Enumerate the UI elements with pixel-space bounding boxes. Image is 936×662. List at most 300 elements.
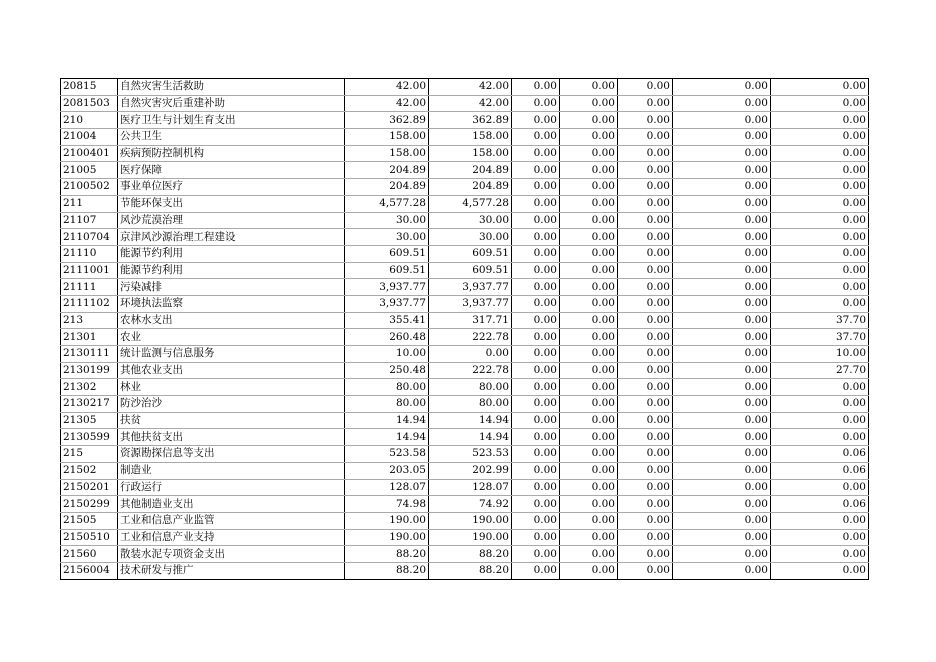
table-row: [61, 379, 869, 396]
cell-amount[interactable]: 0.00: [673, 162, 771, 179]
cell-amount[interactable]: 0.00: [618, 512, 673, 529]
cell-amount[interactable]: 0.00: [512, 262, 560, 279]
cell-amount[interactable]: 0.00: [771, 429, 869, 446]
cell-amount[interactable]: 0.00: [673, 446, 771, 463]
cell-amount[interactable]: 0.00: [618, 429, 673, 446]
cell-amount[interactable]: 88.20: [429, 546, 512, 563]
cell-amount[interactable]: 0.00: [771, 546, 869, 563]
cell-amount[interactable]: 88.20: [345, 562, 429, 579]
cell-code[interactable]: 21302: [61, 379, 118, 396]
cell-amount[interactable]: 0.00: [560, 462, 618, 479]
cell-amount[interactable]: 0.00: [560, 512, 618, 529]
cell-amount[interactable]: 190.00: [429, 529, 512, 546]
cell-amount[interactable]: 0.00: [673, 479, 771, 496]
cell-amount[interactable]: 0.00: [618, 329, 673, 346]
table-row: [61, 346, 869, 363]
table-row: [61, 496, 869, 513]
cell-amount[interactable]: 0.00: [673, 79, 771, 96]
cell-amount[interactable]: 0.00: [512, 245, 560, 262]
cell-amount[interactable]: 37.70: [771, 329, 869, 346]
cell-amount[interactable]: 523.53: [429, 446, 512, 463]
cell-amount[interactable]: 0.00: [512, 145, 560, 162]
cell-name[interactable]: 制造业: [118, 462, 345, 479]
cell-amount[interactable]: 10.00: [345, 346, 429, 363]
cell-amount[interactable]: 0.00: [673, 295, 771, 312]
cell-amount[interactable]: 0.00: [512, 229, 560, 246]
cell-name[interactable]: 医疗保障: [118, 162, 345, 179]
cell-amount[interactable]: 3,937.77: [429, 295, 512, 312]
cell-amount[interactable]: 0.06: [771, 462, 869, 479]
cell-code[interactable]: 2130599: [61, 429, 118, 446]
cell-amount[interactable]: 0.00: [618, 295, 673, 312]
table-row: [61, 145, 869, 162]
cell-amount[interactable]: 0.00: [618, 145, 673, 162]
table-row: [61, 279, 869, 296]
cell-code[interactable]: 2111102: [61, 295, 118, 312]
cell-amount[interactable]: 0.00: [560, 295, 618, 312]
cell-name[interactable]: 农林水支出: [118, 312, 345, 329]
cell-amount[interactable]: 0.00: [560, 145, 618, 162]
cell-amount[interactable]: 3,937.77: [429, 279, 512, 296]
cell-name[interactable]: 自然灾害灾后重建补助: [118, 95, 345, 112]
cell-amount[interactable]: 0.00: [512, 112, 560, 129]
cell-code[interactable]: 2100502: [61, 179, 118, 196]
cell-amount[interactable]: 0.00: [512, 212, 560, 229]
cell-amount[interactable]: 0.00: [673, 496, 771, 513]
cell-amount[interactable]: 0.00: [618, 396, 673, 413]
cell-amount[interactable]: 0.00: [512, 346, 560, 363]
cell-amount[interactable]: 0.00: [512, 162, 560, 179]
cell-amount[interactable]: 0.00: [512, 446, 560, 463]
cell-amount[interactable]: 0.00: [560, 412, 618, 429]
cell-amount[interactable]: 0.00: [512, 329, 560, 346]
cell-amount[interactable]: 204.89: [345, 179, 429, 196]
cell-amount[interactable]: 0.00: [771, 279, 869, 296]
cell-code[interactable]: 21004: [61, 129, 118, 146]
cell-amount[interactable]: 0.00: [771, 95, 869, 112]
cell-code[interactable]: 21107: [61, 212, 118, 229]
cell-amount[interactable]: 0.00: [673, 95, 771, 112]
cell-amount[interactable]: 0.00: [512, 496, 560, 513]
cell-amount[interactable]: 80.00: [429, 379, 512, 396]
cell-code[interactable]: 2130111: [61, 346, 118, 363]
cell-code[interactable]: 20815: [61, 79, 118, 96]
cell-name[interactable]: 技术研发与推广: [118, 562, 345, 579]
cell-amount[interactable]: 0.00: [618, 212, 673, 229]
cell-code[interactable]: 2110704: [61, 229, 118, 246]
cell-amount[interactable]: 0.00: [512, 462, 560, 479]
table-row: [61, 462, 869, 479]
cell-amount[interactable]: 80.00: [345, 396, 429, 413]
cell-amount[interactable]: 0.00: [512, 396, 560, 413]
cell-amount[interactable]: 42.00: [429, 79, 512, 96]
cell-name[interactable]: 防沙治沙: [118, 396, 345, 413]
table-row: [61, 179, 869, 196]
cell-amount[interactable]: 0.00: [618, 446, 673, 463]
cell-amount[interactable]: 0.00: [618, 262, 673, 279]
cell-amount[interactable]: 0.00: [673, 512, 771, 529]
cell-amount[interactable]: 10.00: [771, 346, 869, 363]
cell-amount[interactable]: 0.00: [560, 129, 618, 146]
cell-amount[interactable]: 0.00: [618, 379, 673, 396]
table-row: [61, 79, 869, 96]
cell-amount[interactable]: 42.00: [345, 79, 429, 96]
cell-amount[interactable]: 158.00: [429, 145, 512, 162]
cell-amount[interactable]: 0.00: [771, 229, 869, 246]
cell-amount[interactable]: 0.00: [673, 412, 771, 429]
cell-amount[interactable]: 0.00: [618, 496, 673, 513]
cell-amount[interactable]: 0.00: [771, 145, 869, 162]
cell-amount[interactable]: 0.00: [673, 546, 771, 563]
cell-amount[interactable]: 204.89: [429, 162, 512, 179]
cell-name[interactable]: 公共卫生: [118, 129, 345, 146]
cell-amount[interactable]: 0.00: [673, 396, 771, 413]
cell-name[interactable]: 能源节约利用: [118, 262, 345, 279]
cell-code[interactable]: 2130217: [61, 396, 118, 413]
cell-amount[interactable]: 0.00: [618, 412, 673, 429]
cell-amount[interactable]: 0.00: [673, 245, 771, 262]
table-row: [61, 295, 869, 312]
cell-amount[interactable]: 0.00: [673, 329, 771, 346]
cell-amount[interactable]: 609.51: [429, 262, 512, 279]
cell-amount[interactable]: 0.00: [512, 429, 560, 446]
cell-amount[interactable]: 30.00: [345, 229, 429, 246]
cell-name[interactable]: 风沙荒漠治理: [118, 212, 345, 229]
cell-amount[interactable]: 0.00: [618, 546, 673, 563]
table-row: [61, 95, 869, 112]
cell-amount[interactable]: 0.00: [512, 295, 560, 312]
cell-amount[interactable]: 0.00: [771, 379, 869, 396]
cell-code[interactable]: 21111: [61, 279, 118, 296]
cell-name[interactable]: 统计监测与信息服务: [118, 346, 345, 363]
table-row: [61, 195, 869, 212]
table-row: [61, 529, 869, 546]
cell-amount[interactable]: 0.00: [673, 529, 771, 546]
cell-amount[interactable]: 0.00: [512, 195, 560, 212]
table-row: [61, 312, 869, 329]
table-row: [61, 229, 869, 246]
cell-amount[interactable]: 0.00: [771, 179, 869, 196]
cell-amount[interactable]: 190.00: [429, 512, 512, 529]
table-row: [61, 329, 869, 346]
cell-amount[interactable]: 204.89: [429, 179, 512, 196]
cell-amount[interactable]: 0.00: [673, 346, 771, 363]
cell-amount[interactable]: 0.00: [618, 129, 673, 146]
table-row: [61, 412, 869, 429]
cell-amount[interactable]: 0.00: [512, 129, 560, 146]
cell-code[interactable]: 21301: [61, 329, 118, 346]
cell-amount[interactable]: 0.00: [560, 429, 618, 446]
cell-amount[interactable]: 0.00: [560, 362, 618, 379]
cell-amount[interactable]: 0.00: [771, 195, 869, 212]
cell-code[interactable]: 2150299: [61, 496, 118, 513]
cell-code[interactable]: 21560: [61, 546, 118, 563]
cell-name[interactable]: 能源节约利用: [118, 245, 345, 262]
cell-amount[interactable]: 4,577.28: [345, 195, 429, 212]
budget-table: [60, 78, 869, 580]
cell-amount[interactable]: 0.00: [560, 312, 618, 329]
cell-amount[interactable]: 0.00: [560, 229, 618, 246]
cell-code[interactable]: 2100401: [61, 145, 118, 162]
cell-amount[interactable]: 14.94: [429, 429, 512, 446]
table-row: [61, 112, 869, 129]
cell-amount[interactable]: 0.00: [560, 346, 618, 363]
cell-name[interactable]: 环境执法监察: [118, 295, 345, 312]
cell-name[interactable]: 散装水泥专项资金支出: [118, 546, 345, 563]
cell-amount[interactable]: 0.00: [560, 79, 618, 96]
cell-amount[interactable]: 0.00: [560, 112, 618, 129]
cell-amount[interactable]: 42.00: [345, 95, 429, 112]
cell-amount[interactable]: 0.06: [771, 446, 869, 463]
cell-code[interactable]: 213: [61, 312, 118, 329]
cell-amount[interactable]: 190.00: [345, 512, 429, 529]
cell-amount[interactable]: 0.00: [673, 279, 771, 296]
cell-amount[interactable]: 362.89: [429, 112, 512, 129]
cell-amount[interactable]: 0.00: [771, 295, 869, 312]
cell-code[interactable]: 2156004: [61, 562, 118, 579]
cell-name[interactable]: 林业: [118, 379, 345, 396]
cell-name[interactable]: 扶贫: [118, 412, 345, 429]
cell-amount[interactable]: 0.00: [673, 562, 771, 579]
cell-name[interactable]: 行政运行: [118, 479, 345, 496]
cell-name[interactable]: 农业: [118, 329, 345, 346]
cell-amount[interactable]: 0.00: [618, 279, 673, 296]
cell-amount[interactable]: 158.00: [429, 129, 512, 146]
cell-amount[interactable]: 158.00: [345, 145, 429, 162]
cell-amount[interactable]: 0.00: [771, 162, 869, 179]
cell-amount[interactable]: 0.00: [673, 112, 771, 129]
cell-amount[interactable]: 42.00: [429, 95, 512, 112]
cell-amount[interactable]: 74.92: [429, 496, 512, 513]
cell-code[interactable]: 210: [61, 112, 118, 129]
cell-name[interactable]: 医疗卫生与计划生育支出: [118, 112, 345, 129]
cell-amount[interactable]: 0.00: [560, 95, 618, 112]
cell-amount[interactable]: 609.51: [429, 245, 512, 262]
cell-amount[interactable]: 14.94: [345, 412, 429, 429]
cell-code[interactable]: 215: [61, 446, 118, 463]
cell-name[interactable]: 工业和信息产业支持: [118, 529, 345, 546]
cell-amount[interactable]: 0.00: [560, 496, 618, 513]
cell-amount[interactable]: 0.00: [512, 512, 560, 529]
cell-amount[interactable]: 0.00: [771, 412, 869, 429]
cell-amount[interactable]: 0.00: [618, 362, 673, 379]
cell-amount[interactable]: 0.00: [771, 562, 869, 579]
cell-amount[interactable]: 0.00: [512, 529, 560, 546]
cell-amount[interactable]: 609.51: [345, 262, 429, 279]
cell-amount[interactable]: 0.00: [771, 262, 869, 279]
cell-amount[interactable]: 0.00: [673, 312, 771, 329]
cell-code[interactable]: 2081503: [61, 95, 118, 112]
cell-amount[interactable]: 37.70: [771, 312, 869, 329]
cell-name[interactable]: 事业单位医疗: [118, 179, 345, 196]
cell-amount[interactable]: 222.78: [429, 362, 512, 379]
cell-amount[interactable]: 0.00: [618, 529, 673, 546]
cell-amount[interactable]: 0.00: [512, 179, 560, 196]
cell-amount[interactable]: 0.00: [673, 195, 771, 212]
cell-amount[interactable]: 0.00: [673, 212, 771, 229]
cell-amount[interactable]: 362.89: [345, 112, 429, 129]
cell-amount[interactable]: 0.00: [618, 112, 673, 129]
cell-amount[interactable]: 0.00: [560, 212, 618, 229]
cell-amount[interactable]: 0.00: [771, 79, 869, 96]
cell-code[interactable]: 21005: [61, 162, 118, 179]
cell-amount[interactable]: 0.00: [771, 479, 869, 496]
cell-amount[interactable]: 0.00: [560, 396, 618, 413]
cell-code[interactable]: 2150201: [61, 479, 118, 496]
cell-amount[interactable]: 0.00: [618, 162, 673, 179]
cell-amount[interactable]: 0.00: [560, 245, 618, 262]
cell-amount[interactable]: 250.48: [345, 362, 429, 379]
cell-amount[interactable]: 355.41: [345, 312, 429, 329]
cell-amount[interactable]: 0.00: [560, 562, 618, 579]
cell-amount[interactable]: 30.00: [345, 212, 429, 229]
cell-amount[interactable]: 80.00: [345, 379, 429, 396]
cell-name[interactable]: 自然灾害生活救助: [118, 79, 345, 96]
cell-amount[interactable]: 0.00: [618, 462, 673, 479]
cell-amount[interactable]: 0.00: [512, 379, 560, 396]
cell-amount[interactable]: 204.89: [345, 162, 429, 179]
cell-amount[interactable]: 0.00: [512, 95, 560, 112]
cell-amount[interactable]: 203.05: [345, 462, 429, 479]
cell-amount[interactable]: 0.00: [512, 546, 560, 563]
cell-name[interactable]: 资源勘探信息等支出: [118, 446, 345, 463]
cell-amount[interactable]: 0.00: [673, 145, 771, 162]
cell-amount[interactable]: 88.20: [345, 546, 429, 563]
cell-amount[interactable]: 88.20: [429, 562, 512, 579]
cell-amount[interactable]: 3,937.77: [345, 279, 429, 296]
cell-name[interactable]: 疾病预防控制机构: [118, 145, 345, 162]
cell-amount[interactable]: 3,937.77: [345, 295, 429, 312]
cell-code[interactable]: 21305: [61, 412, 118, 429]
cell-code[interactable]: 211: [61, 195, 118, 212]
cell-amount[interactable]: 0.00: [512, 312, 560, 329]
cell-amount[interactable]: 0.00: [512, 362, 560, 379]
cell-name[interactable]: 工业和信息产业监管: [118, 512, 345, 529]
cell-amount[interactable]: 30.00: [429, 229, 512, 246]
cell-amount[interactable]: 128.07: [345, 479, 429, 496]
cell-amount[interactable]: 74.98: [345, 496, 429, 513]
cell-amount[interactable]: 0.00: [771, 212, 869, 229]
cell-amount[interactable]: 222.78: [429, 329, 512, 346]
cell-amount[interactable]: 609.51: [345, 245, 429, 262]
cell-amount[interactable]: 523.58: [345, 446, 429, 463]
cell-name[interactable]: 其他制造业支出: [118, 496, 345, 513]
cell-amount[interactable]: 0.00: [771, 396, 869, 413]
cell-amount[interactable]: 0.00: [560, 446, 618, 463]
cell-amount[interactable]: 202.99: [429, 462, 512, 479]
cell-amount[interactable]: 260.48: [345, 329, 429, 346]
cell-amount[interactable]: 0.00: [673, 429, 771, 446]
cell-amount[interactable]: 0.00: [673, 362, 771, 379]
cell-amount[interactable]: 0.00: [560, 529, 618, 546]
cell-amount[interactable]: 0.00: [673, 379, 771, 396]
cell-code[interactable]: 2150510: [61, 529, 118, 546]
cell-amount[interactable]: 0.00: [771, 112, 869, 129]
cell-code[interactable]: 21505: [61, 512, 118, 529]
cell-name[interactable]: 其他农业支出: [118, 362, 345, 379]
table-row: [61, 479, 869, 496]
table-row: [61, 162, 869, 179]
cell-amount[interactable]: 0.00: [512, 279, 560, 296]
cell-code[interactable]: 2111001: [61, 262, 118, 279]
cell-amount[interactable]: 27.70: [771, 362, 869, 379]
cell-amount[interactable]: 0.00: [673, 462, 771, 479]
cell-code[interactable]: 21502: [61, 462, 118, 479]
table-row: [61, 429, 869, 446]
cell-amount[interactable]: 0.00: [618, 562, 673, 579]
cell-amount[interactable]: 128.07: [429, 479, 512, 496]
cell-amount[interactable]: 0.00: [618, 312, 673, 329]
cell-code[interactable]: 2130199: [61, 362, 118, 379]
cell-amount[interactable]: 0.00: [618, 245, 673, 262]
table-row: [61, 262, 869, 279]
cell-amount[interactable]: 0.00: [618, 95, 673, 112]
cell-name[interactable]: 京津风沙源治理工程建设: [118, 229, 345, 246]
cell-amount[interactable]: 0.00: [673, 179, 771, 196]
cell-amount[interactable]: 0.00: [512, 412, 560, 429]
cell-amount[interactable]: 0.00: [618, 79, 673, 96]
cell-code[interactable]: 21110: [61, 245, 118, 262]
table-body: [61, 79, 869, 580]
cell-amount[interactable]: 0.00: [771, 529, 869, 546]
cell-amount[interactable]: 0.00: [618, 346, 673, 363]
cell-amount[interactable]: 0.00: [560, 162, 618, 179]
cell-amount[interactable]: 0.00: [771, 512, 869, 529]
cell-amount[interactable]: 80.00: [429, 396, 512, 413]
cell-name[interactable]: 节能环保支出: [118, 195, 345, 212]
table-row: [61, 446, 869, 463]
table-row: [61, 212, 869, 229]
cell-amount[interactable]: 0.00: [560, 379, 618, 396]
cell-amount[interactable]: 4,577.28: [429, 195, 512, 212]
cell-amount[interactable]: 0.00: [560, 279, 618, 296]
table-row: [61, 512, 869, 529]
cell-amount[interactable]: 0.00: [560, 179, 618, 196]
cell-amount[interactable]: 158.00: [345, 129, 429, 146]
cell-amount[interactable]: 0.00: [618, 195, 673, 212]
table-row: [61, 562, 869, 579]
cell-amount[interactable]: 317.71: [429, 312, 512, 329]
cell-amount[interactable]: 0.00: [560, 329, 618, 346]
cell-amount[interactable]: 0.00: [673, 129, 771, 146]
cell-amount[interactable]: 0.00: [673, 262, 771, 279]
cell-amount[interactable]: 0.00: [771, 129, 869, 146]
cell-amount[interactable]: 0.00: [673, 229, 771, 246]
cell-amount[interactable]: 0.06: [771, 496, 869, 513]
cell-amount[interactable]: 0.00: [618, 179, 673, 196]
cell-amount[interactable]: 14.94: [429, 412, 512, 429]
cell-amount[interactable]: 0.00: [560, 195, 618, 212]
cell-amount[interactable]: 30.00: [429, 212, 512, 229]
cell-amount[interactable]: 0.00: [512, 479, 560, 496]
cell-amount[interactable]: 0.00: [618, 229, 673, 246]
cell-amount[interactable]: 0.00: [560, 262, 618, 279]
cell-name[interactable]: 其他扶贫支出: [118, 429, 345, 446]
cell-amount[interactable]: 14.94: [345, 429, 429, 446]
table-row: [61, 362, 869, 379]
cell-amount[interactable]: 0.00: [560, 546, 618, 563]
cell-amount[interactable]: 0.00: [618, 479, 673, 496]
cell-amount[interactable]: 0.00: [771, 245, 869, 262]
table-row: [61, 396, 869, 413]
cell-amount[interactable]: 0.00: [429, 346, 512, 363]
cell-amount[interactable]: 0.00: [560, 479, 618, 496]
cell-amount[interactable]: 0.00: [512, 562, 560, 579]
table-row: [61, 245, 869, 262]
cell-amount[interactable]: 0.00: [512, 79, 560, 96]
cell-name[interactable]: 污染减排: [118, 279, 345, 296]
cell-amount[interactable]: 190.00: [345, 529, 429, 546]
